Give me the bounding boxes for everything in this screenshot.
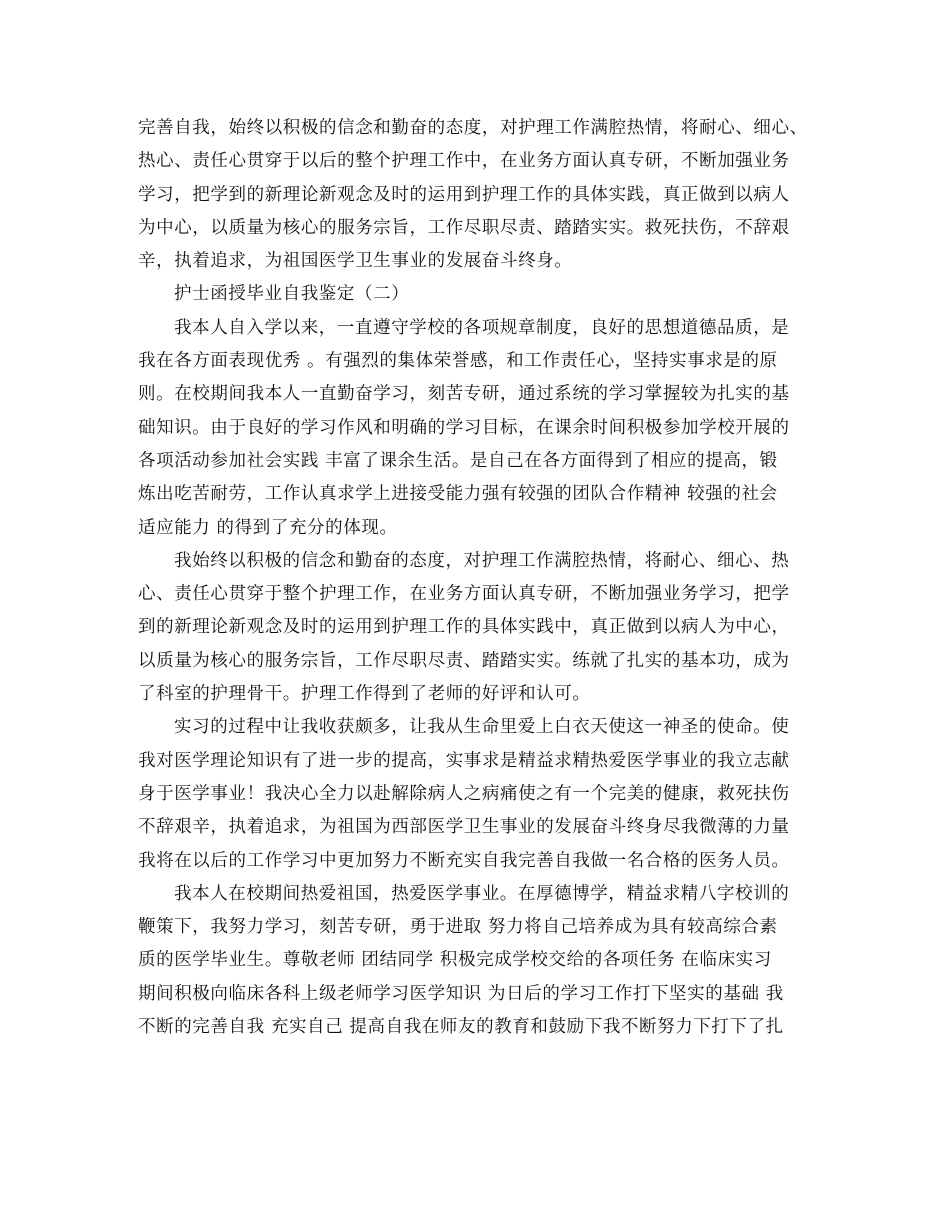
paragraph-line: 我对医学理论知识有了进一步的提高，实事求是精益求精热爱医学事业的我立志献 [138,750,790,771]
paragraph-line: 我将在以后的工作学习中更加努力不断充实自我完善自我做一名合格的医务人员。 [138,850,790,871]
paragraph-line: 辛，执着追求，为祖国医学卫生事业的发展奋斗终身。 [138,251,573,272]
paragraph-first-line: 实习的过程中让我收获颇多，让我从生命里爱上白衣天使这一神圣的使命。使 [174,717,790,738]
paragraph-line: 炼出吃苦耐劳，工作认真求学上进接受能力强有较强的团队合作精神 较强的社会 [138,484,778,505]
paragraph-line: 不辞艰辛，执着追求，为祖国为西部医学卫生事业的发展奋斗终身尽我微薄的力量 [138,817,790,838]
paragraph-line: 质的医学毕业生。尊敬老师 团结同学 积极完成学校交给的各项任务 在临床实习 [138,950,772,971]
paragraph-line: 身于医学事业！我决心全力以赴解除病人之病痛使之有一个完美的健康，救死扶伤 [138,783,790,804]
paragraph-line: 为中心，以质量为核心的服务宗旨，工作尽职尽责、踏踏实实。救死扶伤，不辞艰 [138,217,790,238]
paragraph-line: 热心、责任心贯穿于以后的整个护理工作中，在业务方面认真专研，不断加强业务 [138,151,790,172]
paragraph-line: 学习，把学到的新理论新观念及时的运用到护理工作的具体实践，真正做到以病人 [138,184,790,205]
paragraph-line: 适应能力 的得到了充分的体现。 [138,517,398,538]
paragraph-line: 不断的完善自我 充实自己 提高自我在师友的教育和鼓励下我不断努力下打下了扎 [138,1017,784,1038]
paragraph-line: 则。在校期间我本人一直勤奋学习，刻苦专研，通过系统的学习掌握较为扎实的基 [138,384,790,405]
paragraph-first-line: 我本人自入学以来，一直遵守学校的各项规章制度，良好的思想道德品质，是 [174,317,790,338]
paragraph-first-line: 护士函授毕业自我鉴定（二） [174,284,410,305]
paragraph-first-line: 我本人在校期间热爱祖国，热爱医学事业。在厚德博学，精益求精八字校训的 [174,883,790,904]
paragraph-line: 心、责任心贯穿于整个护理工作，在业务方面认真专研，不断加强业务学习，把学 [138,584,790,605]
paragraph-line: 础知识。由于良好的学习作风和明确的学习目标，在课余时间积极参加学校开展的 [138,417,790,438]
paragraph-first-line: 我始终以积极的信念和勤奋的态度，对护理工作满腔热情，将耐心、细心、热 [174,550,790,571]
paragraph-line: 完善自我，始终以积极的信念和勤奋的态度，对护理工作满腔热情，将耐心、细心、 [138,118,808,138]
paragraph-line: 鞭策下，我努力学习，刻苦专研，勇于进取 努力将自己培养成为具有较高综合素 [138,917,778,938]
paragraph-line: 各项活动参加社会实践 丰富了课余生活。是自己在各方面得到了相应的提高，锻 [138,450,778,471]
document-body [138,112,824,1044]
paragraph-line: 了科室的护理骨干。护理工作得到了老师的好评和认可。 [138,684,591,705]
paragraph-line: 以质量为核心的服务宗旨，工作尽职尽责、踏踏实实。练就了扎实的基本功，成为 [138,650,790,671]
paragraph-line: 到的新理论新观念及时的运用到护理工作的具体实践中，真正做到以病人为中心， [138,617,790,638]
paragraph-line: 我在各方面表现优秀 。有强烈的集体荣誉感，和工作责任心，坚持实事求是的原 [138,351,778,372]
paragraph-line: 期间积极向临床各科上级老师学习医学知识 为日后的学习工作打下坚实的基础 我 [138,983,784,1004]
